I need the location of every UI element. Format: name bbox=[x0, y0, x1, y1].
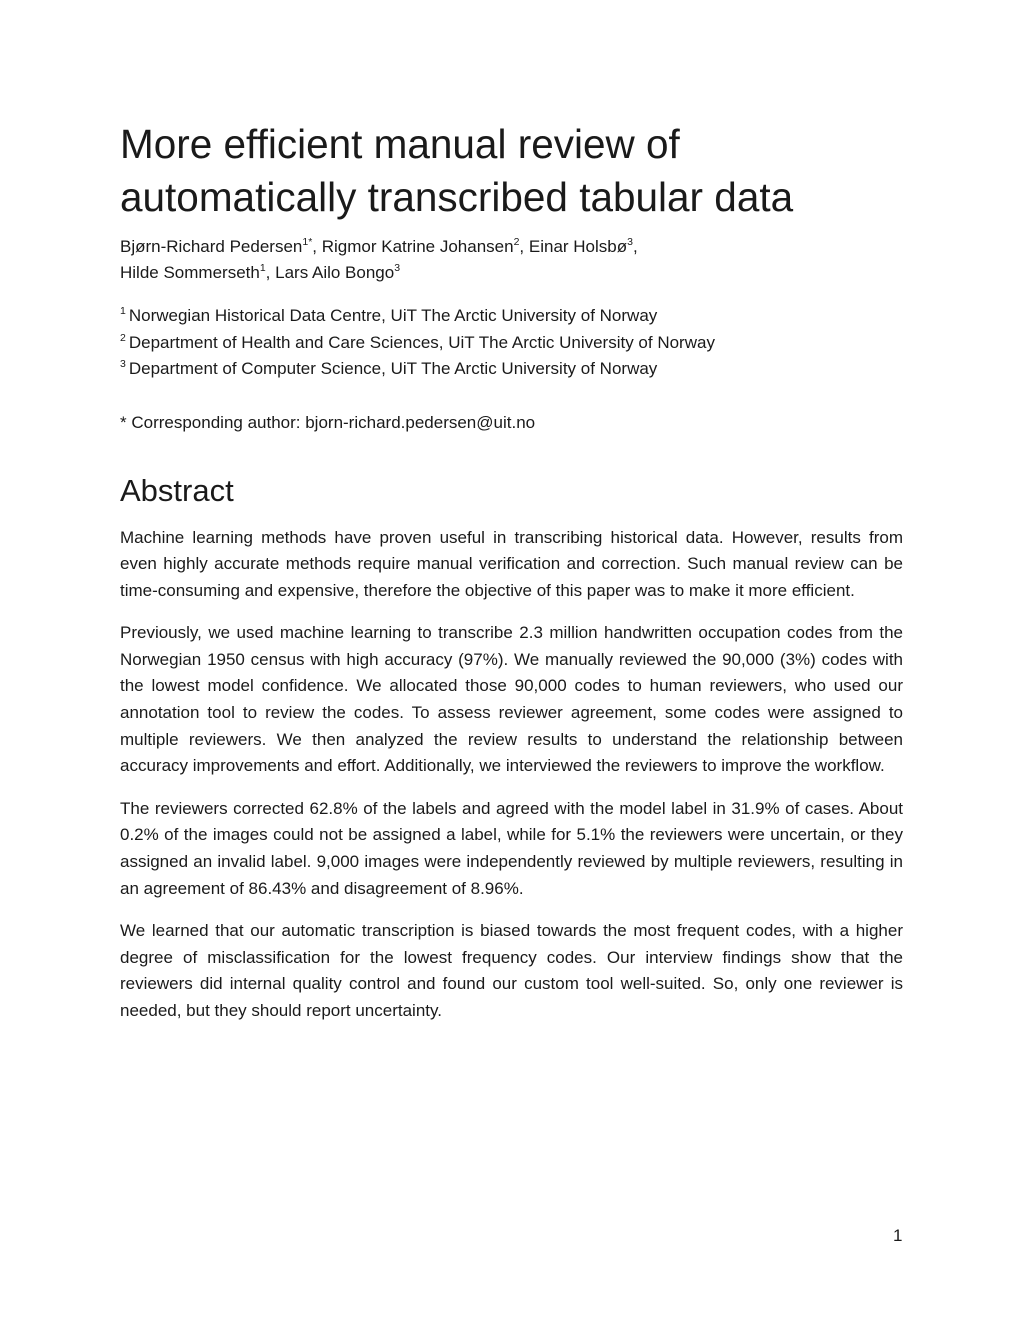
abstract-body bbox=[120, 525, 903, 1025]
affiliations bbox=[120, 303, 903, 383]
affiliation-text: Department of Computer Science, UiT The Arctic University of Norway bbox=[128, 359, 658, 378]
page-number: 1 bbox=[893, 1226, 903, 1245]
affiliation-text: Norwegian Historical Data Centre, UiT The Arctic University of Norway bbox=[128, 306, 658, 325]
affiliation-text: Department of Health and Care Sciences, UiT The Arctic University of Norway bbox=[128, 332, 715, 352]
affiliation-item bbox=[120, 303, 903, 330]
author-superscript: 2 bbox=[513, 236, 520, 248]
title-line-1: More efficient manual review of bbox=[120, 121, 680, 167]
author-name: Einar Holsbø bbox=[528, 237, 628, 256]
author-superscript: 1 bbox=[259, 262, 266, 274]
author-separator: , bbox=[632, 237, 638, 256]
author-separator: , bbox=[265, 263, 276, 282]
abstract-heading: Abstract bbox=[120, 472, 234, 508]
author-name: Bjørn-Richard Pedersen bbox=[120, 237, 303, 256]
affiliation-item bbox=[120, 356, 903, 383]
author-superscript: 3 bbox=[394, 262, 401, 274]
affiliation-number: 2 bbox=[120, 331, 126, 344]
abstract-paragraph: The reviewers corrected 62.8% of the labels and agreed with the model label in 31.9% of cases. About 0.2% of the images could not be assigned a label, while for 5.1% the reviewers were uncertain, or they assigned an invalid label. 9,000 images were independently reviewed by multiple reviewers, resulting in an agreement of 86.43% and disagreement of 8.96%. bbox=[120, 798, 903, 898]
abstract-paragraph: We learned that our automatic transcription is biased towards the most frequent codes, with a higher degree of misclassification for the lowest frequency codes. Our interview findings show that the reviewers did internal quality control and found our custom tool well-suited. So, only one reviewer is needed, but they should report uncertainty. bbox=[120, 921, 903, 1020]
author-superscript: 1* bbox=[302, 236, 313, 248]
paper-title bbox=[120, 118, 903, 224]
abstract-paragraph: Machine learning methods have proven useful in transcribing historical data. However, results from even highly accurate methods require manual verification and correction. Such manual review can be time-consuming and expensive, therefore the objective of this paper was to make it more efficient. bbox=[120, 527, 903, 600]
affiliation-number: 1 bbox=[120, 305, 126, 317]
author-separator: , bbox=[519, 237, 529, 256]
affiliation-item bbox=[120, 330, 903, 357]
corresponding-author: * Corresponding author: bjorn-richard.pedersen@uit.no bbox=[120, 412, 536, 432]
author-name: Rigmor Katrine Johansen bbox=[321, 237, 514, 256]
author-superscript: 3 bbox=[627, 236, 633, 248]
authors-line-2 bbox=[120, 260, 903, 286]
author-name: Hilde Sommerseth bbox=[120, 263, 260, 282]
abstract-paragraph: Previously, we used machine learning to transcribe 2.3 million handwritten occupation codes from the Norwegian 1950 census with high accuracy (97%). We manually reviewed the 90,000 (3%) codes with the lowest model confidence. We allocated those 90,000 codes to human reviewers, who used our annotation tool to review the codes. To assess reviewer agreement, some codes were assigned to multiple reviewers. We then analyzed the review results to understand the relationship between accuracy improvements and effort. Additionally, we interviewed the reviewers to improve the workflow. bbox=[120, 623, 903, 776]
affiliation-number: 3 bbox=[120, 358, 126, 370]
title-line-2: automatically transcribed tabular data bbox=[120, 174, 794, 220]
author-separator: , bbox=[312, 237, 322, 256]
author-name: Lars Ailo Bongo bbox=[275, 263, 395, 282]
paper-page bbox=[120, 118, 903, 1041]
authors-line-1 bbox=[120, 234, 903, 260]
